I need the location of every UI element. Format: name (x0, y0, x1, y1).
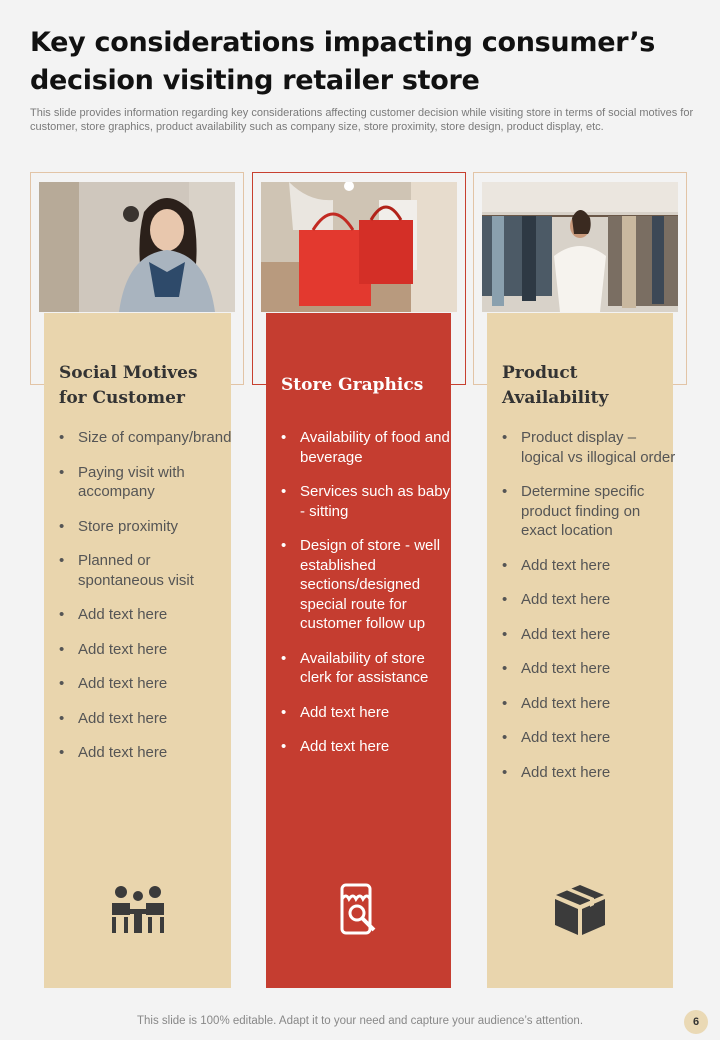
meeting-people-icon (44, 883, 231, 940)
list-item: • Add text here (59, 674, 234, 694)
list-item: • Add text here (502, 728, 677, 748)
column-product-availability (487, 313, 676, 988)
list-item: • Add text here (502, 625, 677, 645)
list-item: • Availability of food and beverage (281, 428, 456, 467)
column-heading: Product Availability (502, 363, 609, 408)
package-box-icon (487, 883, 673, 942)
mobile-store-search-icon (266, 883, 451, 942)
list-item: • Add text here (281, 737, 456, 757)
list-item: • Planned or spontaneous visit (59, 551, 234, 590)
list-item: • Add text here (281, 703, 456, 723)
list-item: • Design of store - well established sections/designed special route for customer follow up (281, 536, 456, 634)
list-item: • Add text here (502, 590, 677, 610)
page-number-badge: 6 (684, 1010, 708, 1034)
list-item: • Availability of store clerk for assistance (281, 649, 456, 688)
list-item: • Add text here (59, 640, 234, 660)
column-social-motives (44, 313, 231, 988)
column-store-graphics (266, 313, 451, 988)
footer-note: This slide is 100% editable. Adapt it to your need and capture your audience’s attention. (136, 1015, 584, 1027)
list-item: • Add text here (502, 763, 677, 783)
list-item: • Add text here (59, 709, 234, 729)
slide-subtitle: This slide provides information regarding key considerations affecting customer decision while visiting store in terms of social motives for customer, store graphics, product availability such as company size, store proximity, store design, product display, etc. (30, 107, 694, 133)
bullet-list (502, 428, 677, 797)
list-item: • Add text here (502, 659, 677, 679)
bullet-list (281, 428, 456, 772)
column-heading: Social Motives for Customer (59, 363, 198, 408)
bullet-list (59, 428, 234, 778)
column-heading: Store Graphics (281, 375, 424, 395)
list-item: • Paying visit with accompany (59, 463, 234, 502)
list-item: • Add text here (502, 694, 677, 714)
list-item: • Add text here (59, 605, 234, 625)
list-item: • Services such as baby - sitting (281, 482, 456, 521)
list-item: • Determine specific product finding on exact location (502, 482, 677, 541)
list-item: • Product display – logical vs illogical order (502, 428, 677, 467)
list-item: • Add text here (502, 556, 677, 576)
photo-woman-shopper (39, 182, 235, 312)
list-item: • Store proximity (59, 517, 234, 537)
list-item: • Size of company/brand (59, 428, 234, 448)
slide-title: Key considerations impacting consumer’s decision visiting retailer store (30, 27, 656, 96)
photo-shopping-bags (261, 182, 457, 312)
photo-clothing-store (482, 182, 678, 312)
list-item: • Add text here (59, 743, 234, 763)
